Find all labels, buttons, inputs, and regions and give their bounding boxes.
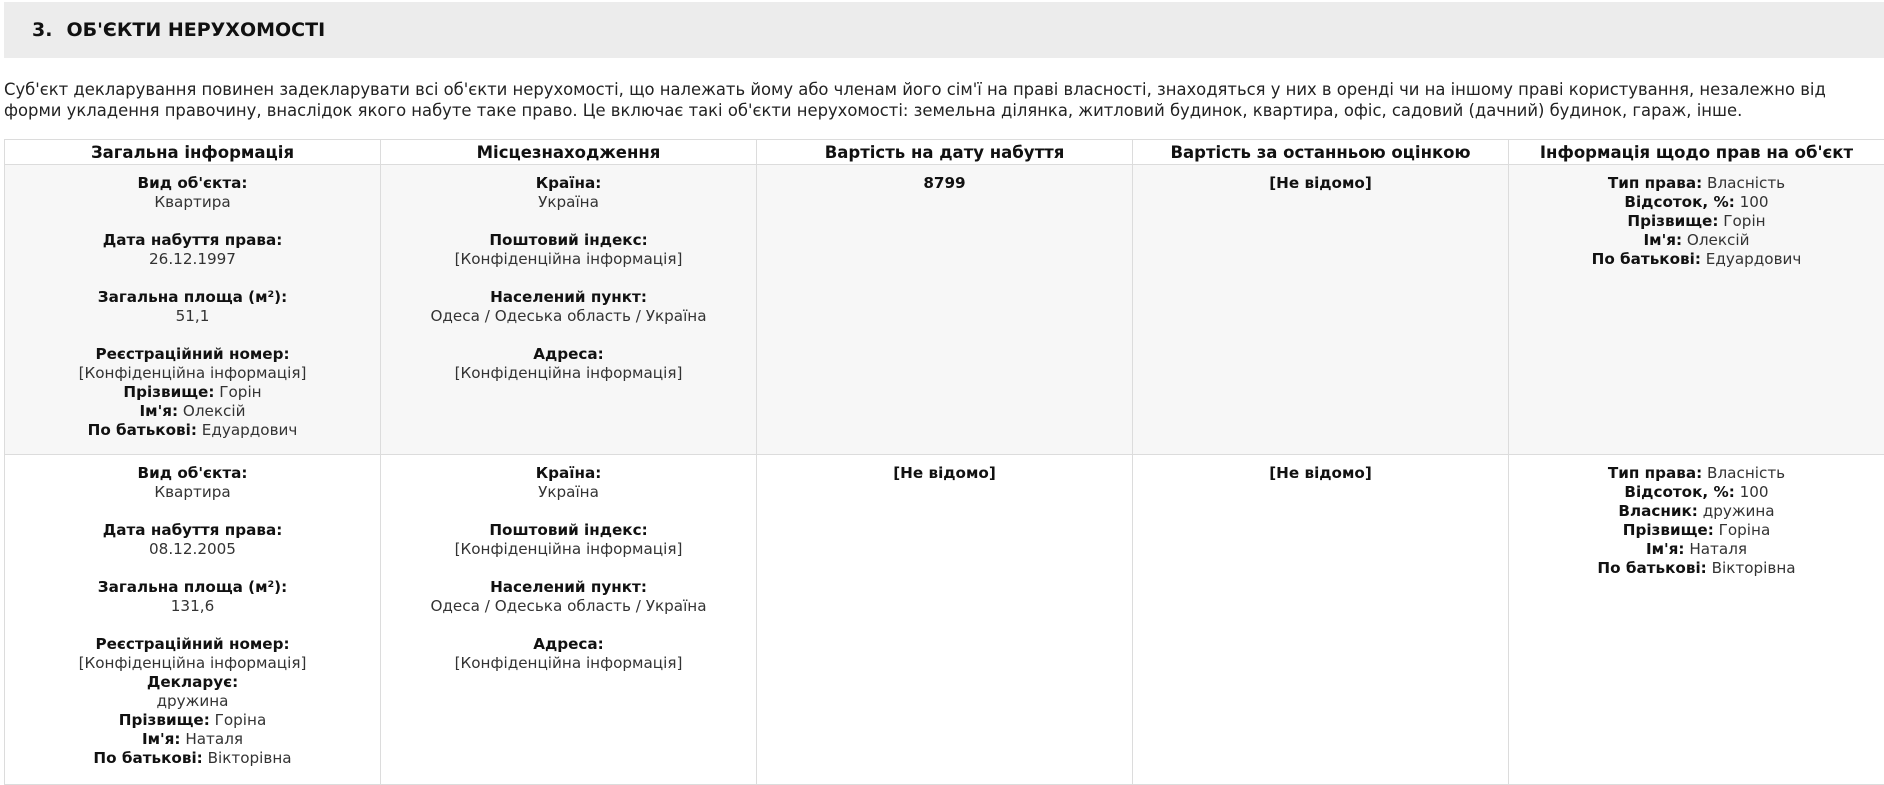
name-line (9, 730, 376, 749)
surname-value: Горіна (1719, 521, 1771, 539)
general-info-cell (5, 165, 381, 455)
surname-label: Прізвище: (1623, 521, 1714, 539)
real-estate-table (4, 139, 1884, 785)
patronymic-label: По батькові: (1597, 559, 1706, 577)
settlement-label: Населений пункт: (385, 288, 752, 307)
right-type-label: Тип права: (1608, 464, 1702, 482)
column-header-cost-assessment: Вартість за останньою оцінкою (1133, 140, 1509, 165)
address-value: [Конфіденційна інформація] (385, 364, 752, 383)
settlement-label: Населений пункт: (385, 578, 752, 597)
surname-line (9, 711, 376, 730)
name-label: Ім'я: (1646, 540, 1685, 558)
column-header-location: Місцезнаходження (381, 140, 757, 165)
registration-number-label: Реєстраційний номер: (9, 345, 376, 364)
declarant-label: Декларує: (9, 673, 376, 692)
owner-line (1513, 502, 1880, 521)
section-title: ОБ'ЄКТИ НЕРУХОМОСТІ (66, 19, 325, 41)
table-row (5, 165, 1884, 455)
name-line (1513, 231, 1880, 250)
location-cell (381, 165, 757, 455)
country-value: Україна (385, 193, 752, 212)
general-info-cell (5, 455, 381, 785)
patronymic-value: Вікторівна (1712, 559, 1796, 577)
right-type-line (1513, 464, 1880, 483)
object-type-label: Вид об'єкта: (9, 174, 376, 193)
share-value: 100 (1740, 483, 1769, 501)
registration-number-value: [Конфіденційна інформація] (9, 654, 376, 673)
name-value: Наталя (185, 730, 243, 748)
address-value: [Конфіденційна інформація] (385, 654, 752, 673)
cost-acquisition-cell (757, 455, 1133, 785)
patronymic-value: Вікторівна (208, 749, 292, 767)
object-type-value: Квартира (9, 483, 376, 502)
cost-acquisition-value: [Не відомо] (761, 464, 1128, 483)
cost-assessment-value: [Не відомо] (1137, 174, 1504, 193)
owner-label: Власник: (1618, 502, 1697, 520)
share-line (1513, 483, 1880, 502)
patronymic-label: По батькові: (1592, 250, 1701, 268)
section-number: 3. (32, 19, 52, 41)
section-header (4, 2, 1884, 58)
postal-code-value: [Конфіденційна інформація] (385, 250, 752, 269)
acquisition-date-label: Дата набуття права: (9, 521, 376, 540)
name-line (1513, 540, 1880, 559)
name-value: Олексій (183, 402, 246, 420)
patronymic-line (1513, 250, 1880, 269)
rights-cell (1509, 455, 1884, 785)
surname-label: Прізвище: (1627, 212, 1718, 230)
object-type-value: Квартира (9, 193, 376, 212)
address-label: Адреса: (385, 635, 752, 654)
surname-value: Горін (219, 383, 261, 401)
settlement-value: Одеса / Одеська область / Україна (385, 597, 752, 616)
cost-assessment-cell (1133, 455, 1509, 785)
settlement-value: Одеса / Одеська область / Україна (385, 307, 752, 326)
country-value: Україна (385, 483, 752, 502)
right-type-line (1513, 174, 1880, 193)
surname-value: Горіна (215, 711, 267, 729)
patronymic-label: По батькові: (93, 749, 202, 767)
column-header-rights: Інформація щодо прав на об'єкт (1509, 140, 1884, 165)
column-header-general: Загальна інформація (5, 140, 381, 165)
table-row (5, 455, 1884, 785)
registration-number-label: Реєстраційний номер: (9, 635, 376, 654)
surname-line (9, 383, 376, 402)
cost-assessment-value: [Не відомо] (1137, 464, 1504, 483)
owner-value: дружина (1703, 502, 1775, 520)
name-value: Олексій (1687, 231, 1750, 249)
total-area-label: Загальна площа (м²): (9, 578, 376, 597)
patronymic-value: Едуардович (1706, 250, 1802, 268)
postal-code-label: Поштовий індекс: (385, 231, 752, 250)
patronymic-label: По батькові: (88, 421, 197, 439)
total-area-label: Загальна площа (м²): (9, 288, 376, 307)
name-line (9, 402, 376, 421)
share-label: Відсоток, %: (1624, 483, 1734, 501)
name-label: Ім'я: (1644, 231, 1683, 249)
rights-cell (1509, 165, 1884, 455)
postal-code-value: [Конфіденційна інформація] (385, 540, 752, 559)
name-label: Ім'я: (140, 402, 179, 420)
patronymic-value: Едуардович (202, 421, 298, 439)
cost-acquisition-cell (757, 165, 1133, 455)
cost-acquisition-value: 8799 (761, 174, 1128, 193)
surname-line (1513, 521, 1880, 540)
share-value: 100 (1740, 193, 1769, 211)
total-area-value: 131,6 (9, 597, 376, 616)
right-type-label: Тип права: (1608, 174, 1702, 192)
acquisition-date-value: 26.12.1997 (9, 250, 376, 269)
surname-value: Горін (1723, 212, 1765, 230)
table-header-row (5, 140, 1884, 165)
surname-line (1513, 212, 1880, 231)
column-header-cost-acquisition: Вартість на дату набуття (757, 140, 1133, 165)
surname-label: Прізвище: (123, 383, 214, 401)
patronymic-line (9, 749, 376, 768)
intro-text: Суб'єкт декларування повинен задекларувати всі об'єкти нерухомості, що належать йому або членам його сім'ї на праві власності, знаходяться у них в оренді чи на іншому праві користування, незалежно від форми укладення правочину, внаслідок якого набуте таке право. Це включає такі об'єкти нерухомості: земельна ділянка, житловий будинок, квартира, офіс, садовий (дачний) будинок, гараж, інше. (4, 79, 1880, 121)
patronymic-line (9, 421, 376, 440)
acquisition-date-label: Дата набуття права: (9, 231, 376, 250)
right-type-value: Власність (1707, 174, 1785, 192)
acquisition-date-value: 08.12.2005 (9, 540, 376, 559)
right-type-value: Власність (1707, 464, 1785, 482)
location-cell (381, 455, 757, 785)
address-label: Адреса: (385, 345, 752, 364)
postal-code-label: Поштовий індекс: (385, 521, 752, 540)
share-line (1513, 193, 1880, 212)
declarant-value: дружина (9, 692, 376, 711)
name-label: Ім'я: (142, 730, 181, 748)
registration-number-value: [Конфіденційна інформація] (9, 364, 376, 383)
name-value: Наталя (1689, 540, 1747, 558)
share-label: Відсоток, %: (1624, 193, 1734, 211)
total-area-value: 51,1 (9, 307, 376, 326)
patronymic-line (1513, 559, 1880, 578)
country-label: Країна: (385, 174, 752, 193)
object-type-label: Вид об'єкта: (9, 464, 376, 483)
cost-assessment-cell (1133, 165, 1509, 455)
country-label: Країна: (385, 464, 752, 483)
surname-label: Прізвище: (119, 711, 210, 729)
